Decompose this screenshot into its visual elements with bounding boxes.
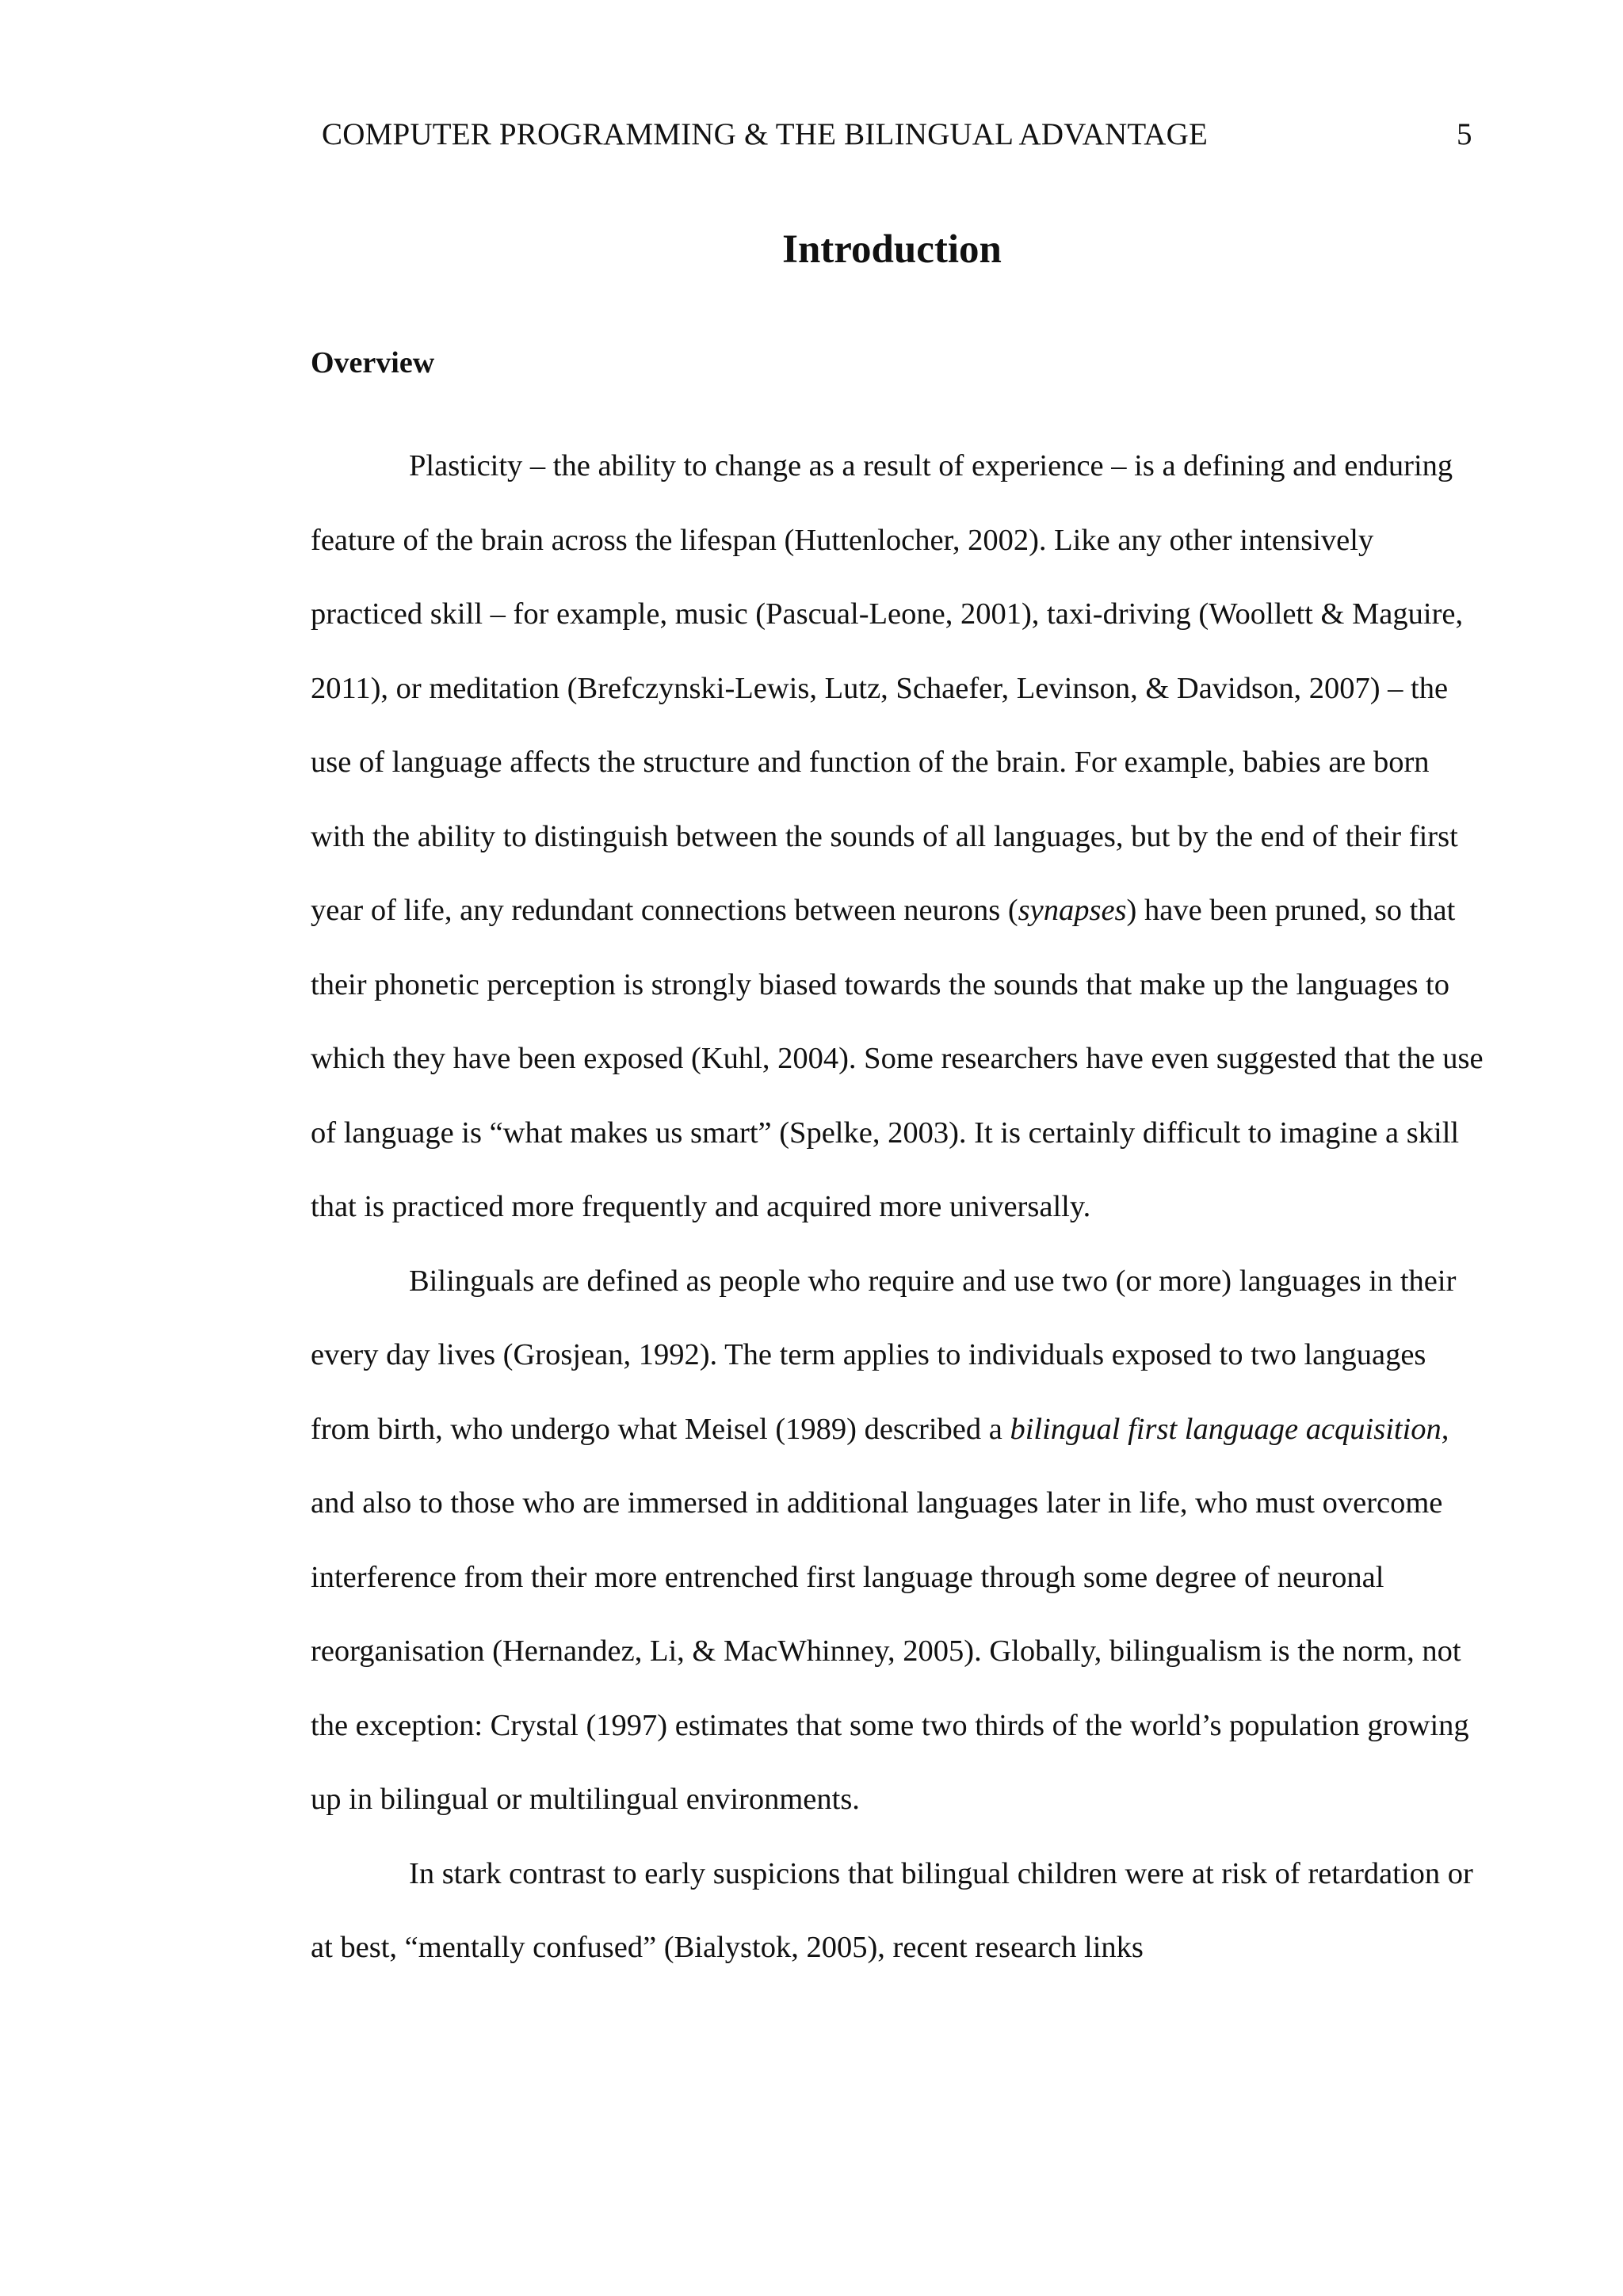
paragraph-text: and also to those who are immersed in additional languages later in life, who must overcome interference from their more entrenched first language through some degree of neuronal reorganisation (Hernandez, Li, & MacWhinney, 2005). Globally, bilingualism is the norm, not the exception: Crystal (1997) estimates that some two thirds of the world’s population growing up in bilingual or multilingual environments.	[311, 1486, 1469, 1816]
section-title: Introduction	[782, 227, 1002, 272]
paragraph-text: Plasticity – the ability to change as a result of experience – is a defining and enduring feature of the brain across the lifespan (Huttenlocher, 2002). Like any other intensively practiced skill – for example, music (Pascual-Leone, 2001), taxi-driving (Woollett & Maguire, 2011), or meditation (Brefczynski-Lewis, Lutz, Schaefer, Levinson, & Davidson, 2007) – the use of language affects the structure and function of the brain. For example, babies are born with the ability to distinguish between the sounds of all languages, but by the end of their first year of life, any redundant connections between neurons (	[311, 449, 1464, 927]
subsection-title: Overview	[311, 346, 435, 379]
italic-term: bilingual first language acquisition,	[1010, 1412, 1449, 1446]
paragraph	[311, 1837, 1484, 1985]
paragraph-text: ) have been pruned, so that their phonetic perception is strongly biased towards the sounds that make up the languages to which they have been exposed (Kuhl, 2004). Some researchers have even suggested that the use of language is “what makes us smart” (Spelke, 2003). It is certainly difficult to imagine a skill that is practiced more frequently and acquired more universally.	[311, 894, 1484, 1223]
italic-term: synapses	[1018, 894, 1127, 927]
body-text	[311, 429, 1484, 1985]
running-head: COMPUTER PROGRAMMING & THE BILINGUAL ADVANTAGE	[322, 117, 1208, 151]
paragraph	[311, 1245, 1484, 1837]
paragraph-text: Bilinguals are defined as people who require and use two (or more) languages in their every day lives (Grosjean, 1992). The term applies to individuals exposed to two languages from birth, who undergo what Meisel (1989) described a	[311, 1264, 1457, 1446]
page-number: 5	[1457, 117, 1472, 151]
paragraph	[311, 429, 1484, 1245]
paragraph-text: In stark contrast to early suspicions that bilingual children were at risk of retardation or at best, “mentally confused” (Bialystok, 2005), recent research links	[311, 1856, 1473, 1964]
